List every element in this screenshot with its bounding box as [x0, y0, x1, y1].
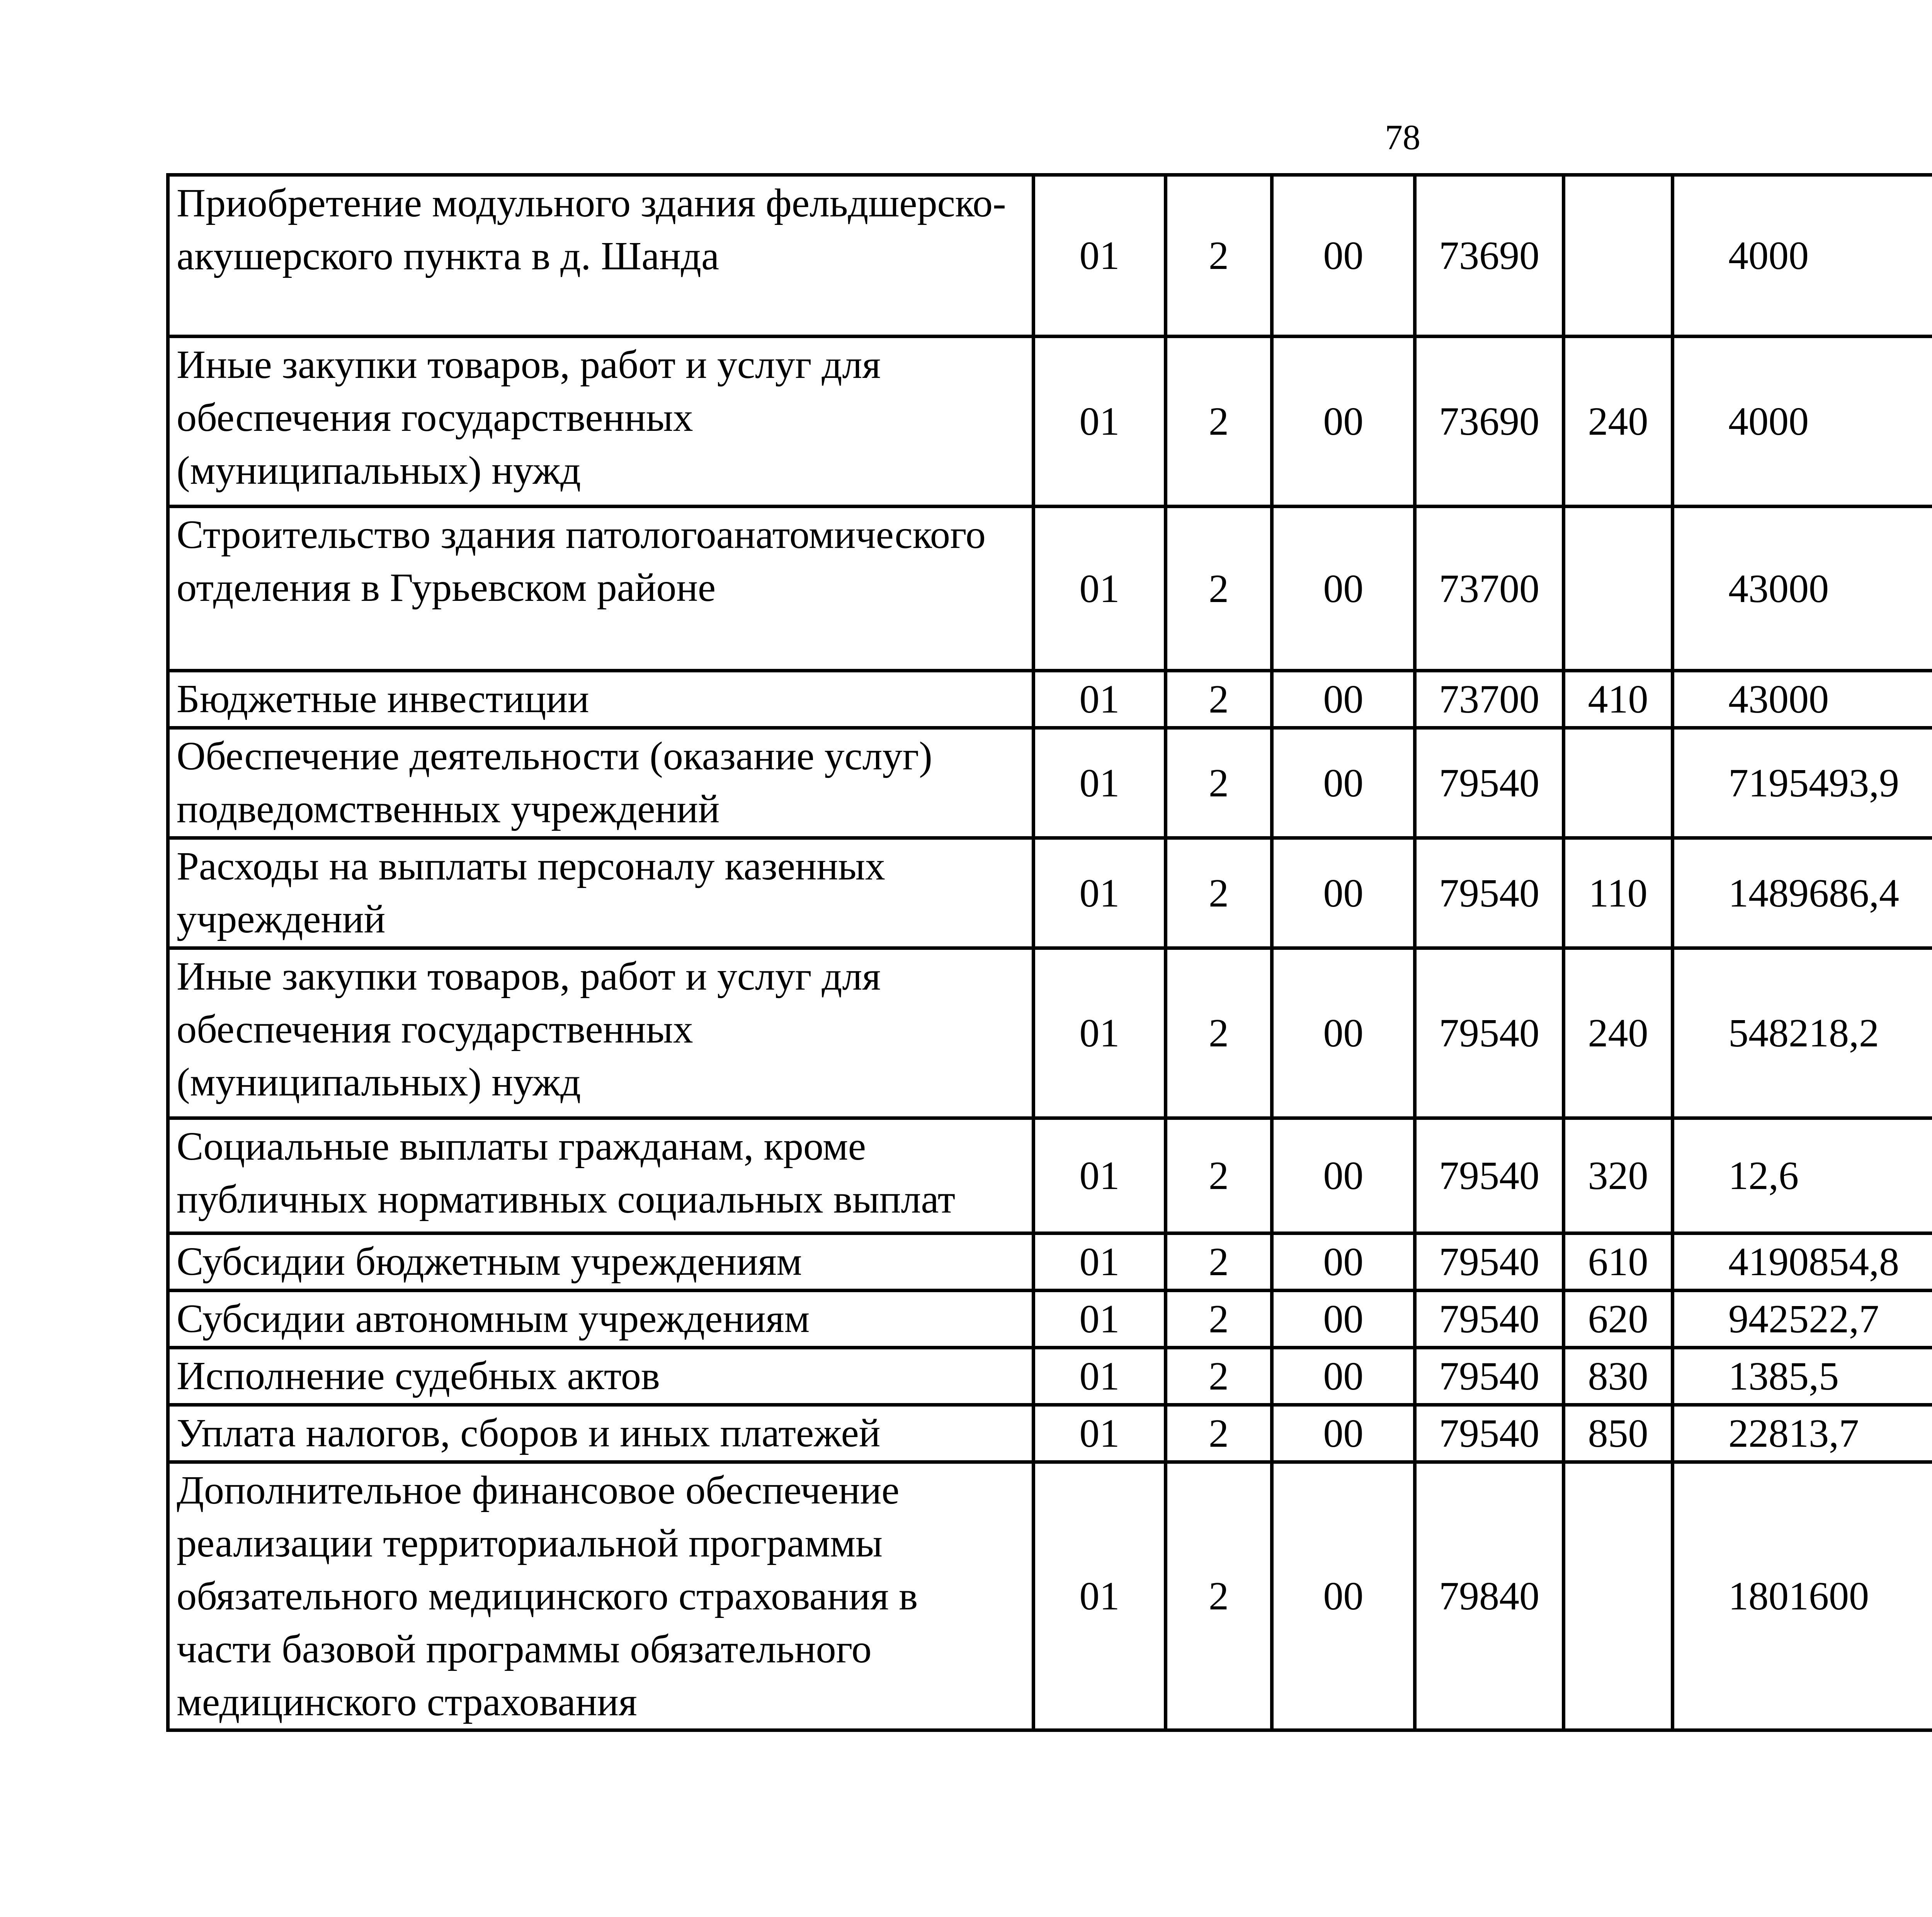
main-event-code-cell: 00 — [1272, 1291, 1415, 1348]
program-code-cell: 01 — [1034, 728, 1166, 838]
program-code-cell: 01 — [1034, 671, 1166, 728]
row-name-line: Исполнение судебных актов — [177, 1354, 660, 1398]
table-row — [168, 175, 1932, 337]
page-number: 78 — [1385, 117, 1420, 157]
row-name-line: обеспечения государственных — [177, 395, 693, 440]
program-code-cell: 01 — [1034, 948, 1166, 1118]
amount-year-1-cell: 548218,2 — [1673, 948, 1932, 1118]
main-event-code-cell: 00 — [1272, 948, 1415, 1118]
main-event-code-cell: 00 — [1272, 671, 1415, 728]
program-code-cell: 01 — [1034, 1291, 1166, 1348]
main-event-code-cell: 00 — [1272, 1233, 1415, 1291]
row-name-line: Субсидии автономным учреждениям — [177, 1296, 810, 1341]
row-name-line: медицинского страхования — [177, 1680, 637, 1724]
row-name — [168, 1462, 1034, 1730]
main-event-code-cell: 00 — [1272, 728, 1415, 838]
table-row — [168, 1233, 1932, 1291]
subprogram-code-cell: 2 — [1166, 337, 1272, 507]
row-name-line: Субсидии бюджетным учреждениям — [177, 1239, 802, 1284]
subprogram-code-cell: 2 — [1166, 1291, 1272, 1348]
row-name-line: подведомственных учреждений — [177, 787, 720, 831]
main-event-code-cell: 00 — [1272, 1118, 1415, 1233]
row-name-line: акушерского пункта в д. Шанда — [177, 234, 719, 278]
main-event-code-cell: 00 — [1272, 337, 1415, 507]
subprogram-code-cell: 2 — [1166, 671, 1272, 728]
row-name-line: Обеспечение деятельности (оказание услуг) — [177, 734, 932, 778]
expense-type-cell: 240 — [1564, 337, 1673, 507]
amount-year-1-cell: 1385,5 — [1673, 1348, 1932, 1405]
direction-code-cell: 79540 — [1415, 728, 1564, 838]
expense-type-cell: 240 — [1564, 948, 1673, 1118]
row-name-line: Иные закупки товаров, работ и услуг для — [177, 954, 881, 998]
program-code-cell: 01 — [1034, 175, 1166, 337]
direction-code-cell: 79540 — [1415, 1348, 1564, 1405]
row-name-line: части базовой программы обязательного — [177, 1627, 872, 1671]
subprogram-code-cell: 2 — [1166, 1405, 1272, 1462]
row-name-line: Строительство здания патологоанатомического — [177, 512, 986, 557]
amount-year-1-cell: 22813,7 — [1673, 1405, 1932, 1462]
subprogram-code-cell: 2 — [1166, 507, 1272, 671]
program-code-cell: 01 — [1034, 1348, 1166, 1405]
main-event-code-cell: 00 — [1272, 1348, 1415, 1405]
subprogram-code-cell: 2 — [1166, 1118, 1272, 1233]
direction-code-cell: 73690 — [1415, 175, 1564, 337]
amount-year-1-cell: 4000 — [1673, 337, 1932, 507]
row-name — [168, 728, 1034, 838]
amount-year-1-cell: 43000 — [1673, 671, 1932, 728]
table-row — [168, 948, 1932, 1118]
row-name-line: Уплата налогов, сборов и иных платежей — [177, 1411, 881, 1455]
expense-type-cell: 850 — [1564, 1405, 1673, 1462]
direction-code-cell: 79540 — [1415, 1405, 1564, 1462]
table-row — [168, 1348, 1932, 1405]
amount-year-1-cell: 12,6 — [1673, 1118, 1932, 1233]
subprogram-code-cell: 2 — [1166, 1462, 1272, 1730]
program-code-cell: 01 — [1034, 337, 1166, 507]
amount-year-1-cell: 942522,7 — [1673, 1291, 1932, 1348]
expense-type-cell: 110 — [1564, 838, 1673, 948]
row-name-line: учреждений — [177, 897, 386, 941]
row-name-line: Приобретение модульного здания фельдшерско- — [177, 181, 1006, 225]
table-row — [168, 838, 1932, 948]
budget-table — [166, 173, 1932, 1732]
direction-code-cell: 79540 — [1415, 1118, 1564, 1233]
row-name-line: Социальные выплаты гражданам, кроме — [177, 1124, 866, 1169]
row-name — [168, 507, 1034, 671]
row-name — [168, 337, 1034, 507]
amount-year-1-cell: 43000 — [1673, 507, 1932, 671]
program-code-cell: 01 — [1034, 1233, 1166, 1291]
subprogram-code-cell: 2 — [1166, 1233, 1272, 1291]
subprogram-code-cell: 2 — [1166, 1348, 1272, 1405]
row-name-line: (муниципальных) нужд — [177, 448, 581, 493]
direction-code-cell: 79540 — [1415, 1291, 1564, 1348]
main-event-code-cell: 00 — [1272, 838, 1415, 948]
direction-code-cell: 79840 — [1415, 1462, 1564, 1730]
subprogram-code-cell: 2 — [1166, 728, 1272, 838]
row-name — [168, 838, 1034, 948]
direction-code-cell: 79540 — [1415, 1233, 1564, 1291]
amount-year-1-cell: 7195493,9 — [1673, 728, 1932, 838]
row-name — [168, 175, 1034, 337]
row-name-line: реализации территориальной программы — [177, 1521, 883, 1565]
amount-year-1-cell: 1489686,4 — [1673, 838, 1932, 948]
row-name-line: Расходы на выплаты персоналу казенных — [177, 844, 885, 888]
amount-year-1-cell: 4190854,8 — [1673, 1233, 1932, 1291]
expense-type-cell: 830 — [1564, 1348, 1673, 1405]
expense-type-cell: 610 — [1564, 1233, 1673, 1291]
row-name-line: публичных нормативных социальных выплат — [177, 1177, 956, 1221]
table-row — [168, 1462, 1932, 1730]
row-name — [168, 1118, 1034, 1233]
row-name — [168, 1405, 1034, 1462]
program-code-cell: 01 — [1034, 1118, 1166, 1233]
main-event-code-cell: 00 — [1272, 175, 1415, 337]
expense-type-cell — [1564, 507, 1673, 671]
expense-type-cell: 410 — [1564, 671, 1673, 728]
expense-type-cell — [1564, 175, 1673, 337]
program-code-cell: 01 — [1034, 838, 1166, 948]
subprogram-code-cell: 2 — [1166, 948, 1272, 1118]
table-row — [168, 337, 1932, 507]
row-name-line: (муниципальных) нужд — [177, 1060, 581, 1104]
row-name-line: Дополнительное финансовое обеспечение — [177, 1468, 900, 1512]
program-code-cell: 01 — [1034, 1462, 1166, 1730]
row-name — [168, 1348, 1034, 1405]
program-code-cell: 01 — [1034, 507, 1166, 671]
row-name-line: Иные закупки товаров, работ и услуг для — [177, 342, 881, 387]
direction-code-cell: 73700 — [1415, 671, 1564, 728]
direction-code-cell: 79540 — [1415, 948, 1564, 1118]
program-code-cell: 01 — [1034, 1405, 1166, 1462]
subprogram-code-cell: 2 — [1166, 838, 1272, 948]
table-row — [168, 1405, 1932, 1462]
row-name — [168, 671, 1034, 728]
direction-code-cell: 73690 — [1415, 337, 1564, 507]
table-row — [168, 507, 1932, 671]
row-name — [168, 1233, 1034, 1291]
subprogram-code-cell: 2 — [1166, 175, 1272, 337]
row-name-line: обязательного медицинского страхования в — [177, 1574, 918, 1618]
expense-type-cell: 320 — [1564, 1118, 1673, 1233]
row-name-line: обеспечения государственных — [177, 1007, 693, 1051]
main-event-code-cell: 00 — [1272, 1405, 1415, 1462]
row-name — [168, 948, 1034, 1118]
amount-year-1-cell: 1801600 — [1673, 1462, 1932, 1730]
table-row — [168, 671, 1932, 728]
row-name — [168, 1291, 1034, 1348]
table-row — [168, 1118, 1932, 1233]
expense-type-cell — [1564, 1462, 1673, 1730]
row-name-line: отделения в Гурьевском районе — [177, 565, 716, 610]
row-name-line: Бюджетные инвестиции — [177, 677, 589, 721]
main-event-code-cell: 00 — [1272, 1462, 1415, 1730]
table-row — [168, 728, 1932, 838]
expense-type-cell: 620 — [1564, 1291, 1673, 1348]
expense-type-cell — [1564, 728, 1673, 838]
main-event-code-cell: 00 — [1272, 507, 1415, 671]
direction-code-cell: 73700 — [1415, 507, 1564, 671]
amount-year-1-cell: 4000 — [1673, 175, 1932, 337]
table-row — [168, 1291, 1932, 1348]
direction-code-cell: 79540 — [1415, 838, 1564, 948]
